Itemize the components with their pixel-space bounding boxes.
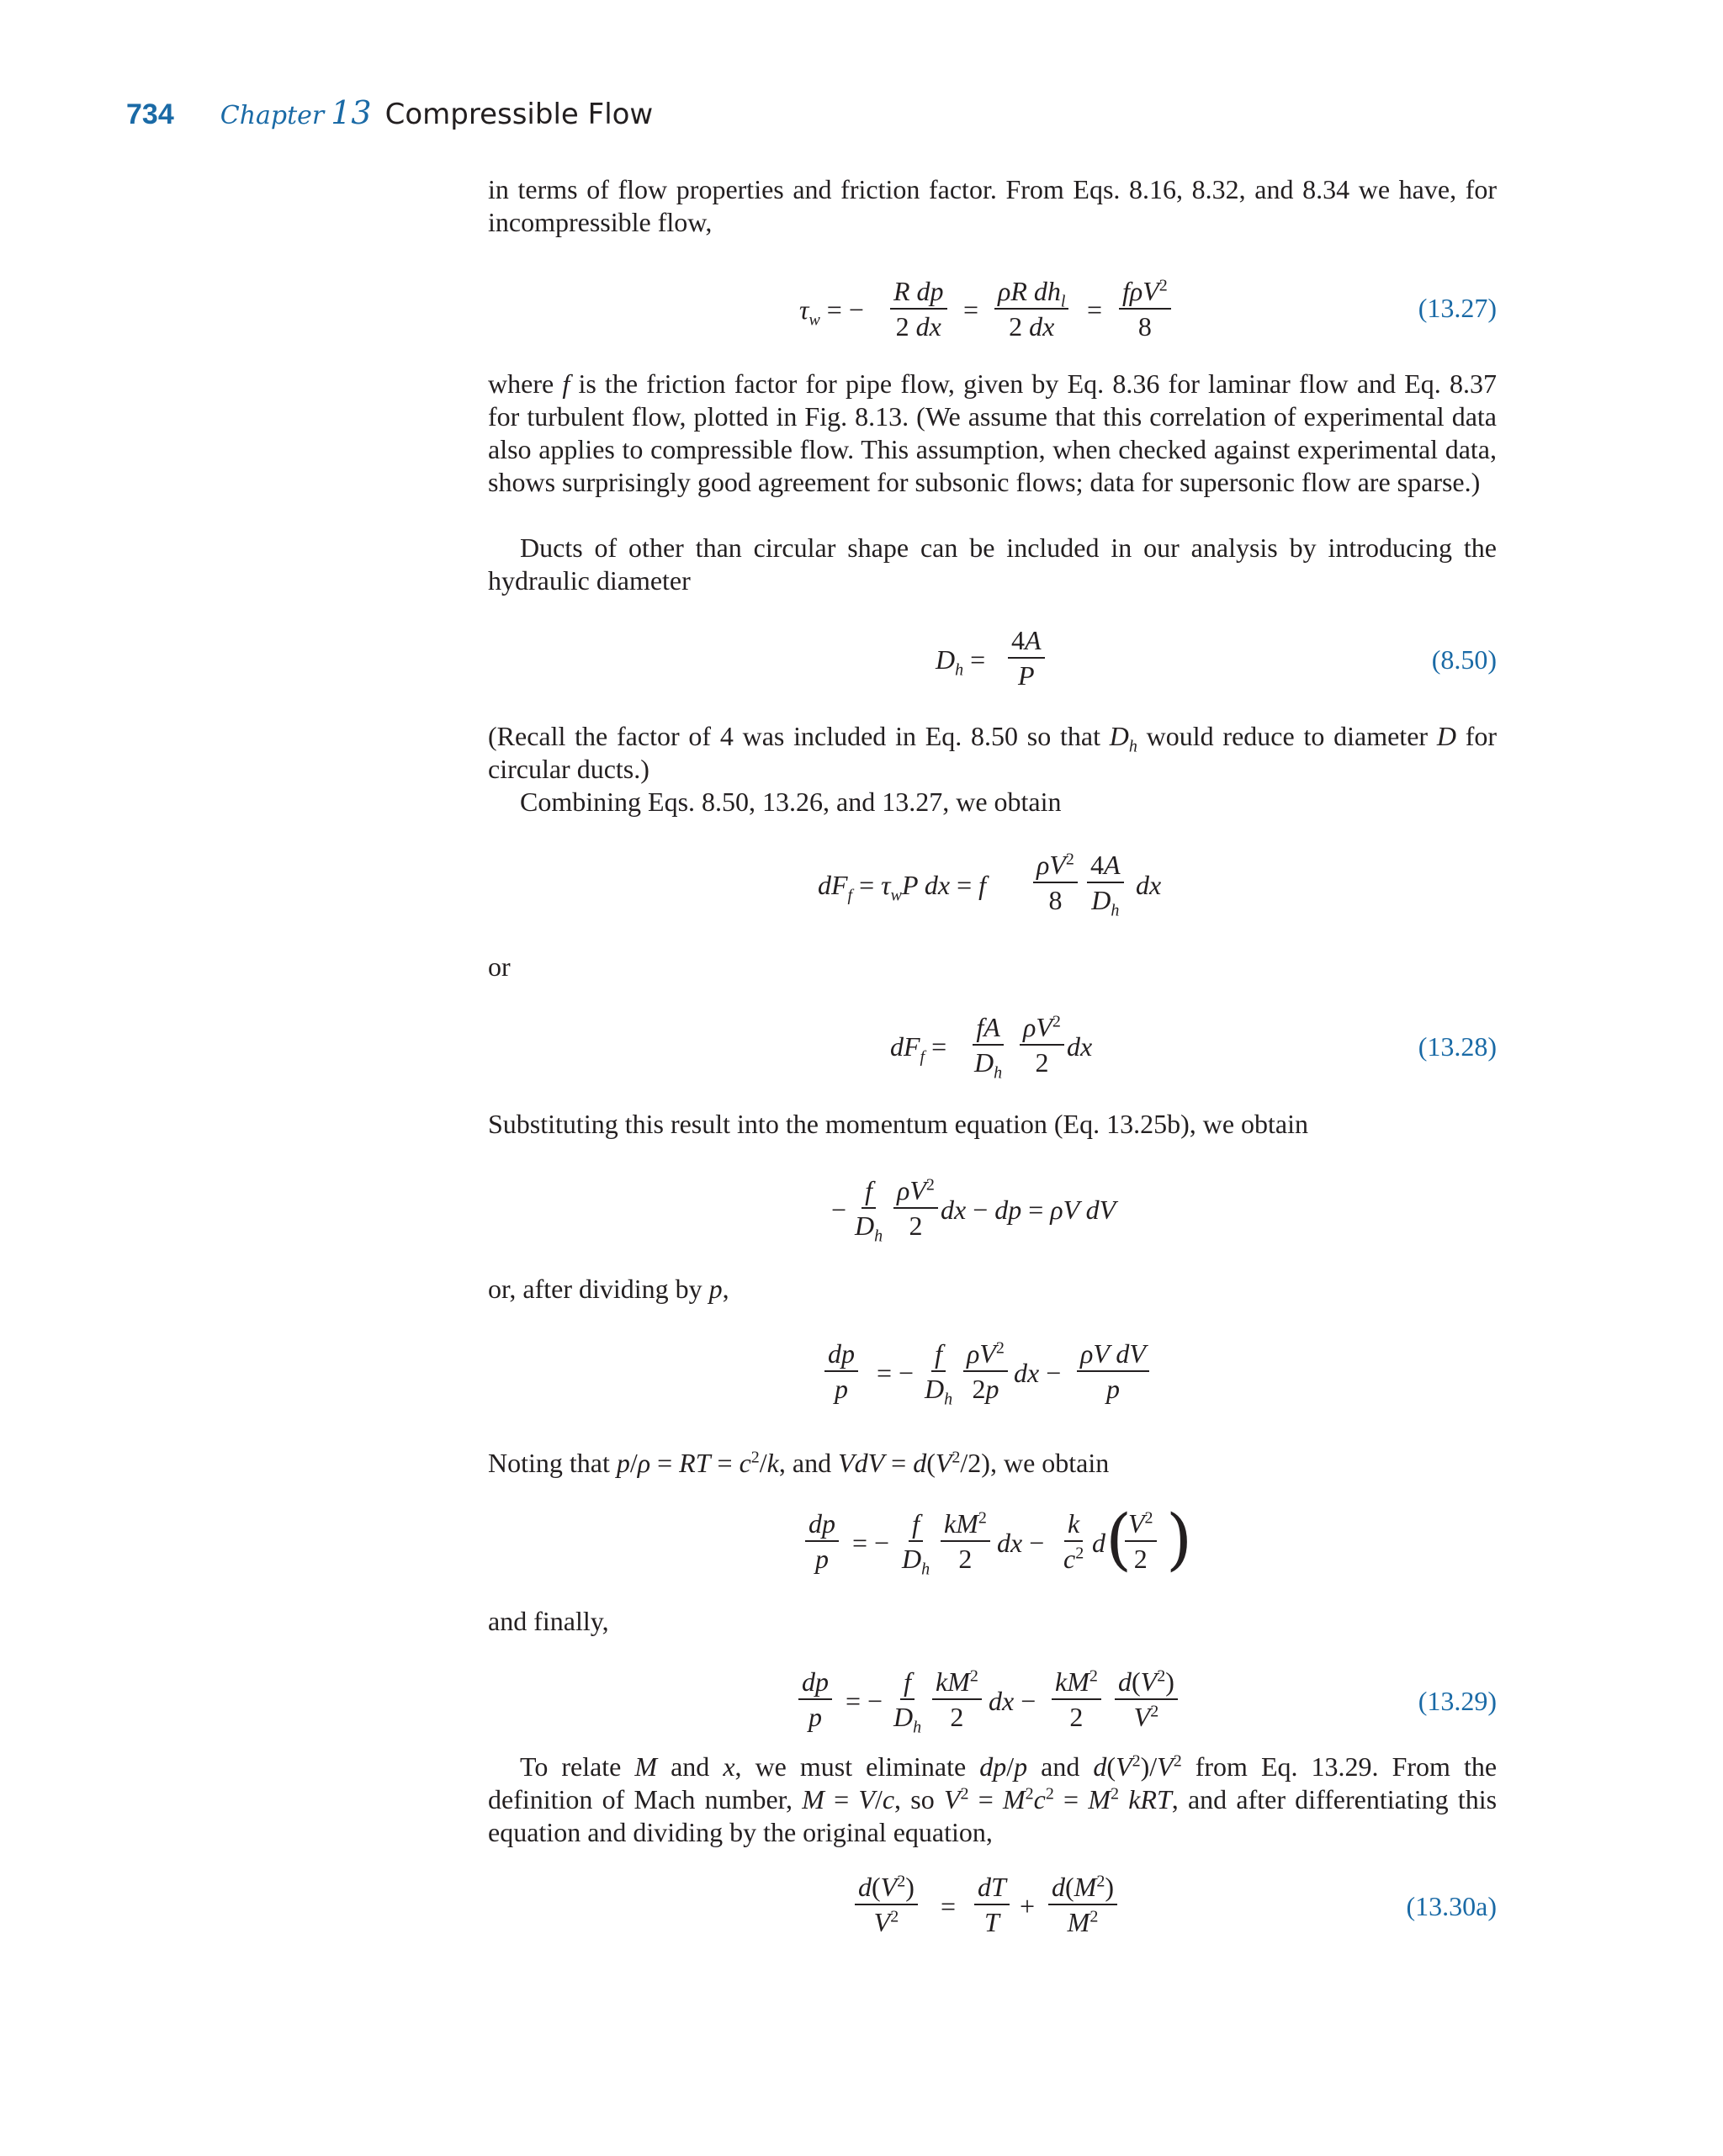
fraction: ρR $dh_l$ 2 dx (994, 276, 1068, 342)
eq-term: dx (1136, 870, 1162, 900)
fraction: $\frac{d(V^2)}{V^2}$ (1115, 1666, 1178, 1732)
eq-term: = − (846, 1686, 883, 1716)
eq-term: dx − (989, 1686, 1036, 1716)
equation-8-50 (488, 622, 1497, 707)
fraction: $\frac{f}{D_h}$ (925, 1338, 953, 1409)
fraction: $\frac{kM^2}{2}$ (941, 1508, 990, 1574)
fraction: fρV$^2$ 8 (1119, 276, 1171, 342)
paragraph-dividing: or, after dividing by p, (488, 1274, 729, 1304)
fraction: $\frac{4A}{P}$ (1008, 625, 1045, 691)
equation-dFf (488, 850, 1497, 934)
eq-term: dx − (997, 1528, 1045, 1558)
eq-term: = (963, 294, 979, 325)
equation-number: (13.28) (1418, 1031, 1497, 1062)
chapter-label: Chapter (220, 101, 325, 130)
fraction: $\frac{\text{ρV dV}}{p}$ (1077, 1338, 1149, 1404)
fraction: $\frac{dT}{T}$ (974, 1872, 1010, 1937)
eq-term: = (941, 1891, 957, 1921)
fraction: $\frac{f}{D_h}$ (893, 1666, 922, 1737)
equation-momentum (488, 1173, 1497, 1257)
eq-term: dx − (1014, 1358, 1062, 1388)
fraction: $\frac{\rho V^2}{2}$ (893, 1175, 938, 1241)
chapter-title: Compressible Flow (384, 98, 654, 131)
equation-number: (13.29) (1418, 1686, 1497, 1716)
fraction: $\frac{kM^2}{2}$ (932, 1666, 982, 1732)
equation-mach-form (488, 1500, 1497, 1590)
fraction: $\frac{\rho V^2}{2p}$ (963, 1338, 1008, 1404)
fraction: $\frac{dp}{p}$ (824, 1338, 858, 1404)
eq-term: d (1092, 1528, 1105, 1558)
eq-term: = − (877, 1358, 915, 1388)
eq-term: − (831, 1195, 847, 1225)
equation-13-27 (488, 269, 1497, 353)
fraction: $\frac{4A}{D_h}$ (1087, 850, 1124, 915)
eq-term: $dF_f$ = (890, 1031, 947, 1067)
equation-13-29 (488, 1664, 1497, 1748)
paragraph-substituting: Substituting this result into the momentum equation (Eq. 13.25b), we obtain (488, 1109, 1309, 1139)
fraction: $\frac{f}{D_h}$ (855, 1175, 883, 1246)
fraction: $\frac{dp}{p}$ (805, 1508, 839, 1574)
eq-term: $dF_f = \tau_wP$ dx = f (818, 870, 987, 905)
eq-term: $D_h$ = (936, 644, 986, 680)
paragraph-friction-factor: where f is the friction factor for pipe flow, given by Eq. 8.36 for laminar flow and Eq. 8.37 for turbulent flow, plotted in Fig. 8.13. (We assume that this correlation of experimental data also applies to compressible flow. This assumption, when checked against experimental data, shows surprisingly good agreement for subsonic flows; data for supersonic flow are sparse.) (488, 368, 1498, 497)
paragraph-relate: To relate M and x, we must eliminate dp/p and $d(V^2)/V^2$ from Eq. 13.29. From the definition of Mach number, M = V/c, so $V^2 = M^2c^2 = M^2$ kRT, and after differentiating this equation and dividing by the original equation, (488, 1751, 1498, 1847)
eq-term: = − (852, 1528, 890, 1558)
fraction: $\frac{V^2}{2}$ (1125, 1508, 1157, 1574)
eq-term: + (1020, 1891, 1036, 1921)
right-paren: ) (1166, 1500, 1193, 1578)
fraction: $\frac{f}{D_h}$ (902, 1508, 930, 1579)
page-number: 734 (126, 98, 174, 130)
paragraph-intro: in terms of flow properties and friction factor. From Eqs. 8.16, 8.32, and 8.34 we have, for incompressible flow, (488, 174, 1497, 237)
paragraph-noting: Noting that p/ρ = RT = $c^2/k$, and VdV = $d(V^2/2)$, we obtain (488, 1448, 1110, 1478)
equation-13-30a (488, 1869, 1497, 1953)
fraction: $\frac{d(M^2)}{M^2}$ (1048, 1872, 1117, 1937)
eq-term: dx − dp = ρV dV (941, 1195, 1116, 1225)
equation-dp-over-p (488, 1336, 1497, 1420)
fraction: $\frac{\text{R dp}}{2 dx}$ (890, 276, 947, 342)
fraction: $\frac{d(V^2)}{V^2}$ (855, 1872, 918, 1937)
connector-or: or (488, 951, 511, 982)
running-header (126, 94, 653, 136)
equation-13-28 (488, 1009, 1497, 1094)
chapter-number: 13 (331, 94, 372, 131)
connector-and-finally: and finally, (488, 1606, 609, 1636)
fraction: $\frac{k}{c^2}$ (1063, 1508, 1084, 1574)
fraction: $\frac{fA}{D_h}$ (974, 1012, 1003, 1083)
equation-number: (13.30a) (1406, 1891, 1497, 1921)
fraction: $\frac{kM^2}{2}$ (1052, 1666, 1101, 1732)
paragraph-hydraulic: Ducts of other than circular shape can be included in our analysis by introducing the hydraulic diameter (488, 532, 1497, 596)
equation-number: (8.50) (1431, 644, 1497, 675)
equation-number: (13.27) (1418, 293, 1497, 323)
paragraph-recall: (Recall the factor of 4 was included in Eq. 8.50 so that $D_h$ would reduce to diameter D for circular ducts.) (488, 721, 1498, 784)
left-paren: ( (1105, 1500, 1132, 1578)
fraction: $\frac{dp}{p}$ (798, 1666, 832, 1732)
fraction: $\frac{\rho V^2}{2}$ (1020, 1012, 1064, 1078)
eq-term: $\tau_w$ = − (799, 294, 864, 330)
eq-term: = (1087, 294, 1103, 325)
eq-term: dx (1067, 1031, 1093, 1062)
paragraph-combining: Combining Eqs. 8.50, 13.26, and 13.27, we obtain (520, 787, 1062, 817)
fraction: $\frac{\rho V^2}{8}$ (1033, 850, 1078, 915)
